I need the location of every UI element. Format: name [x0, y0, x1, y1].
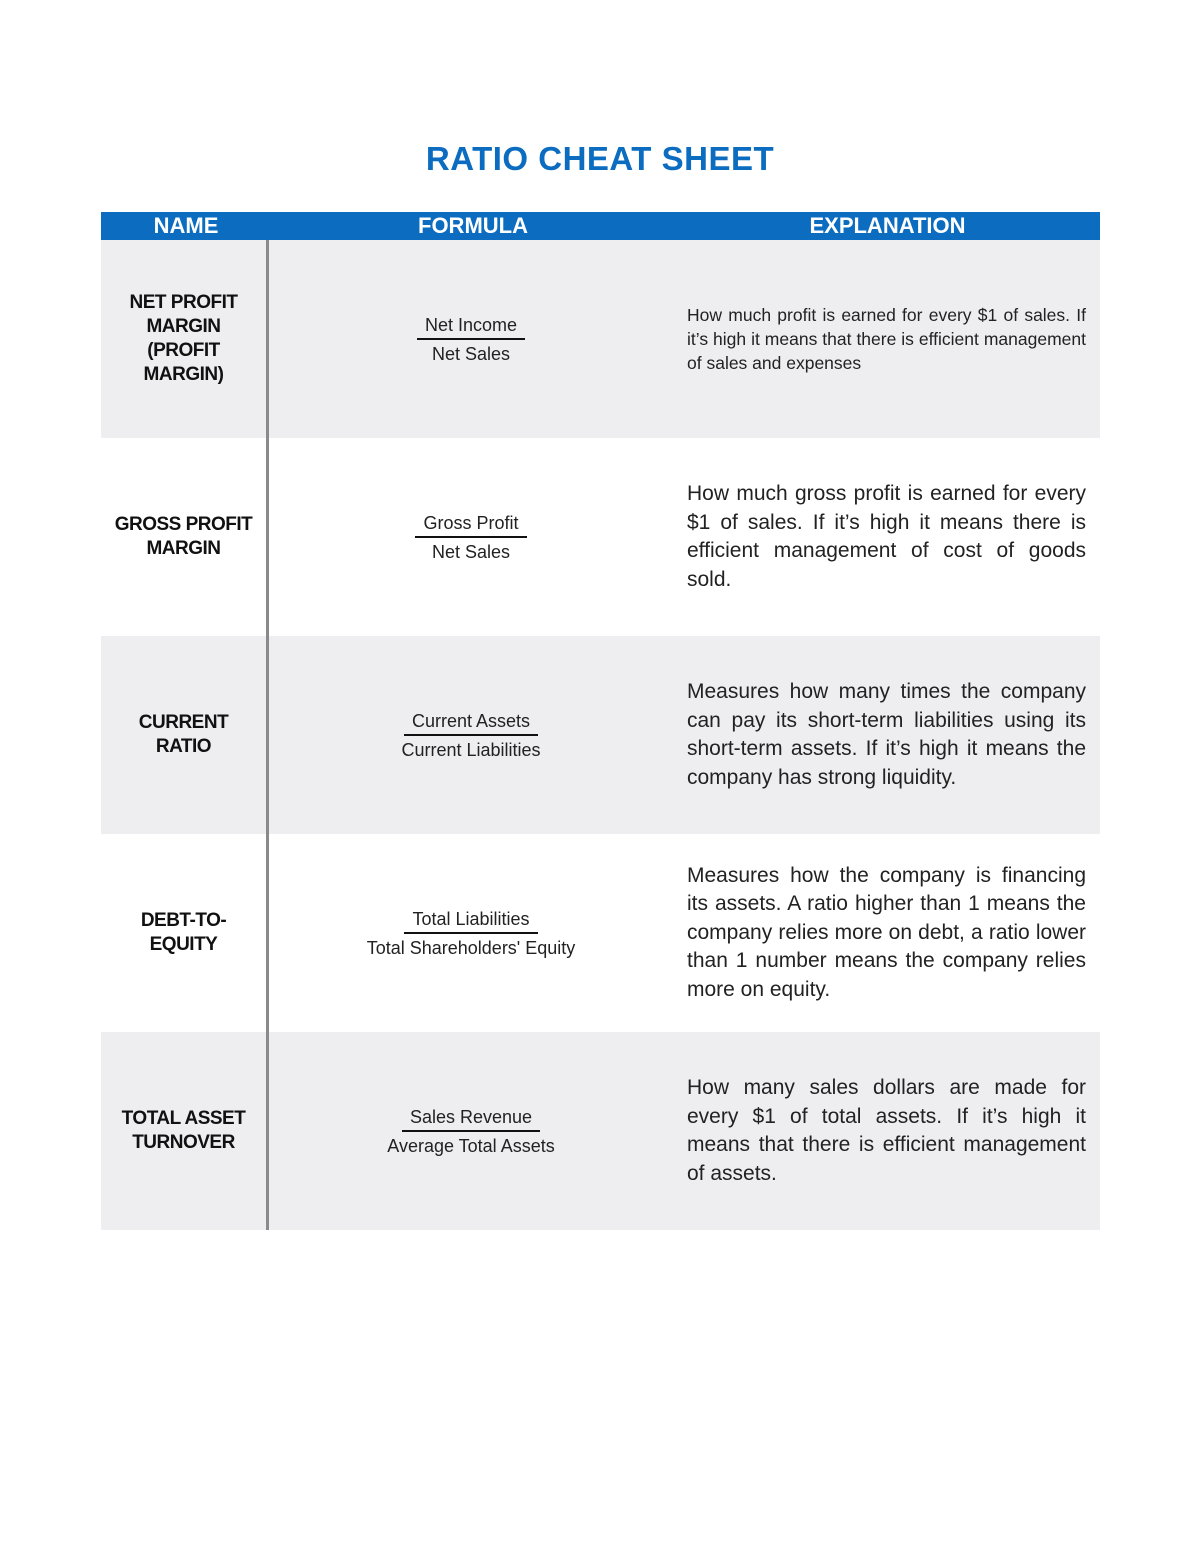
ratio-name: TOTAL ASSET TURNOVER [101, 1032, 269, 1230]
ratio-explanation: How much profit is earned for every $1 of sales. If it’s high it means that there is efficient management of sales and expenses [687, 305, 1086, 373]
ratio-name: CURRENT RATIO [101, 636, 269, 834]
ratio-explanation-cell [673, 636, 1098, 834]
formula-denominator: Current Liabilities [401, 739, 541, 760]
table-header [101, 212, 1100, 240]
table-row [101, 636, 1100, 834]
header-name: NAME [153, 213, 219, 238]
formula-fraction [415, 512, 526, 563]
table-row [101, 834, 1100, 1032]
formula-fraction [359, 908, 584, 959]
formula-fraction [379, 1106, 562, 1157]
ratio-explanation: Measures how many times the company can pay its short-term liabilities using its short-term assets. If it’s high it means the company has strong liquidity. [687, 680, 1086, 789]
ratio-name: NET PROFIT MARGIN (PROFIT MARGIN) [101, 240, 269, 438]
ratio-formula [269, 636, 673, 834]
ratio-explanation: How many sales dollars are made for every $1 of total assets. If it’s high it means that there is efficient management of assets. [687, 1076, 1086, 1185]
formula-numerator: Current Assets [404, 710, 538, 736]
ratio-explanation-cell [673, 240, 1098, 438]
table-row [101, 240, 1100, 438]
ratio-explanation: How much gross profit is earned for every $1 of sales. If it’s high it means there is efficient management of cost of goods sold. [687, 482, 1086, 591]
header-formula: FORMULA [418, 213, 528, 238]
formula-numerator: Total Liabilities [404, 908, 537, 934]
page-title: RATIO CHEAT SHEET [425, 140, 775, 177]
formula-numerator: Net Income [417, 314, 525, 340]
ratio-explanation: Measures how the company is financing its assets. A ratio higher than 1 means the company relies more on debt, a ratio lower than 1 number means the company relies more on equity. [687, 863, 1086, 1001]
formula-denominator: Net Sales [431, 343, 511, 364]
formula-numerator: Gross Profit [415, 512, 526, 538]
formula-fraction [393, 710, 548, 761]
ratio-formula [269, 438, 673, 636]
formula-denominator: Total Shareholders' Equity [366, 937, 576, 958]
formula-denominator: Average Total Assets [387, 1135, 555, 1156]
ratio-explanation-cell [673, 834, 1098, 1032]
ratio-formula [269, 1032, 673, 1230]
table-row [101, 1032, 1100, 1230]
ratio-formula [269, 834, 673, 1032]
ratio-explanation-cell [673, 438, 1098, 636]
formula-denominator: Net Sales [431, 541, 511, 562]
ratio-formula [269, 240, 673, 438]
header-explanation: EXPLANATION [809, 213, 966, 238]
table-row [101, 438, 1100, 636]
ratio-explanation-cell [673, 1032, 1098, 1230]
formula-numerator: Sales Revenue [402, 1106, 540, 1132]
formula-fraction [417, 314, 525, 365]
ratio-table [101, 212, 1100, 1230]
ratio-name: GROSS PROFIT MARGIN [101, 438, 269, 636]
ratio-name: DEBT-TO-EQUITY [101, 834, 269, 1032]
